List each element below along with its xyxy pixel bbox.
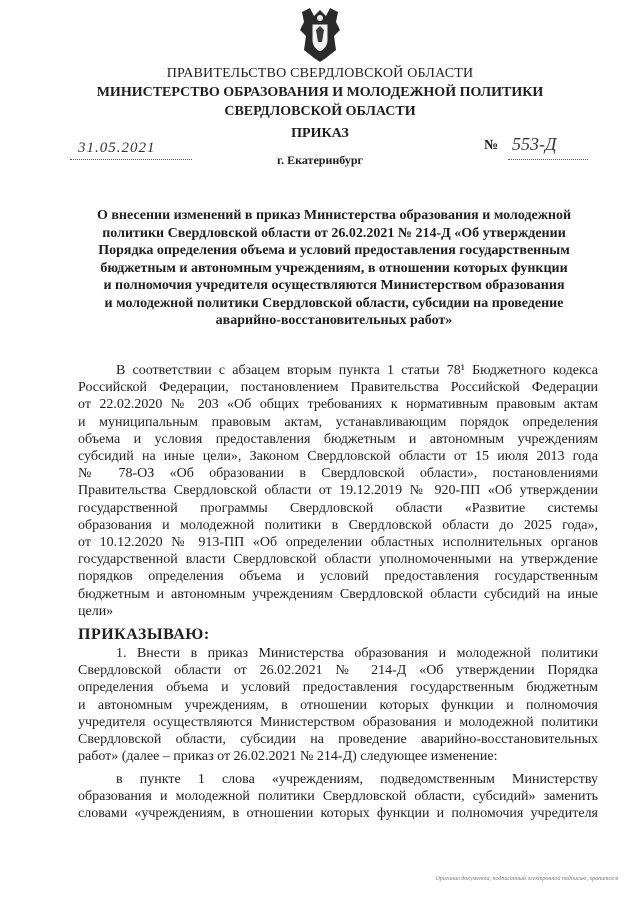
body-line: Свердловской области от 26.02.2021 № 214-Д «Об утверждении Порядка — [78, 663, 598, 679]
body-line: цели» — [78, 603, 114, 619]
preamble-paragraph — [78, 362, 598, 620]
body-line: словами «учреждениям, в отношении которых функции и полномочия учредителя — [78, 806, 598, 822]
title-line: Порядка определения объема и условий предоставления государственным — [98, 243, 570, 258]
body-line: образования и молодежной политики в Свердловской области до 2025 года», — [78, 517, 598, 533]
body-line: Российской Федерации, постановлением Правительства Российской Федерации — [78, 380, 598, 396]
body-line: от 22.02.2020 № 203 «Об общих требованиях к нормативным правовым актам — [78, 397, 598, 413]
body-line: государственной программы Свердловской области «Развитие системы — [78, 500, 598, 516]
body-line: от 10.12.2020 № 913-ПП «Об определении областных исполнительных органов — [78, 535, 598, 551]
body-line: порядков определения объема и условий предоставления государственным — [78, 569, 598, 585]
title-line: бюджетным и автономным учреждениям, в отношении которых функции — [100, 260, 568, 276]
body-line: В соответствии с абзацем вторым пункта 1 статьи 78¹ Бюджетного кодекса — [116, 363, 598, 378]
body-line: государственной власти Свердловской области уполномоченными на утверждение — [78, 552, 598, 568]
title-line: О внесении изменений в приказ Министерства образования и молодежной — [96, 208, 572, 223]
title-line: политики Свердловской области от 26.02.2021 № 214-Д «Об утверждении — [102, 225, 566, 241]
item-1-paragraph — [78, 645, 598, 765]
body-line: образования и молодежной политики Свердловской области, субсидий» заменить — [78, 789, 598, 805]
document-type: ПРИКАЗ — [291, 126, 349, 141]
title-line: и молодежной политики Свердловской области, субсидии на проведение — [104, 295, 564, 311]
order-date: 31.05.2021 — [78, 140, 156, 156]
body-line: в пункте 1 слова «учреждениям, подведомственным Министерству — [116, 772, 598, 787]
body-line: Правительства Свердловской области от 19.12.2019 № 920-ПП «Об утверждении — [78, 483, 598, 499]
body-line: учредителя осуществляются Министерством образования и молодежной политики — [78, 714, 598, 730]
footer-note: Оригинал документа, подписанный электронной подписью, хранится в — [435, 876, 618, 882]
order-title — [70, 207, 598, 330]
coat-of-arms-icon — [296, 6, 344, 64]
prikazyvayu-heading: ПРИКАЗЫВАЮ: — [78, 626, 210, 643]
body-line: Свердловской области, субсидии на проведение аварийно-восстановительных — [78, 732, 598, 748]
order-number: 553-Д — [512, 134, 557, 154]
body-line: и автономным учреждениям, в отношении которых функции и полномочия — [78, 697, 598, 713]
government-name: ПРАВИТЕЛЬСТВО СВЕРДЛОВСКОЙ ОБЛАСТИ — [166, 66, 474, 81]
body-line: объема и условия предоставления бюджетным и автономным учреждениям — [78, 431, 598, 447]
body-line: определения объема и условий предоставления государственным бюджетным — [78, 680, 598, 696]
body-line: работ» (далее – приказ от 26.02.2021 № 214-Д) следующее изменение: — [78, 749, 498, 765]
body-line: бюджетным и автономным учреждениям Свердловской области субсидий на иные — [78, 586, 598, 602]
body-line: 1. Внести в приказ Министерства образования и молодежной политики — [116, 646, 598, 661]
item-1-subparagraph — [78, 771, 598, 823]
ministry-name-line-1: МИНИСТЕРСТВО ОБРАЗОВАНИЯ И МОЛОДЕЖНОЙ ПОЛИТИКИ — [96, 85, 544, 100]
order-number-label: № — [484, 138, 499, 153]
body-line: № 78-ОЗ «Об образовании в Свердловской области», постановлениями — [78, 466, 598, 482]
city: г. Екатеринбург — [277, 153, 363, 167]
body-line: и муниципальным правовым актам, устанавливающим порядок определения — [78, 414, 598, 430]
body-line: субсидий на иные цели», Законом Свердловской области от 15 июля 2013 года — [78, 449, 598, 465]
title-line: аварийно-восстановительных работ» — [215, 313, 453, 328]
ministry-name-line-2: СВЕРДЛОВСКОЙ ОБЛАСТИ — [224, 104, 416, 119]
title-line: и полномочия учредителя осуществляются Министерством образования — [103, 278, 565, 293]
